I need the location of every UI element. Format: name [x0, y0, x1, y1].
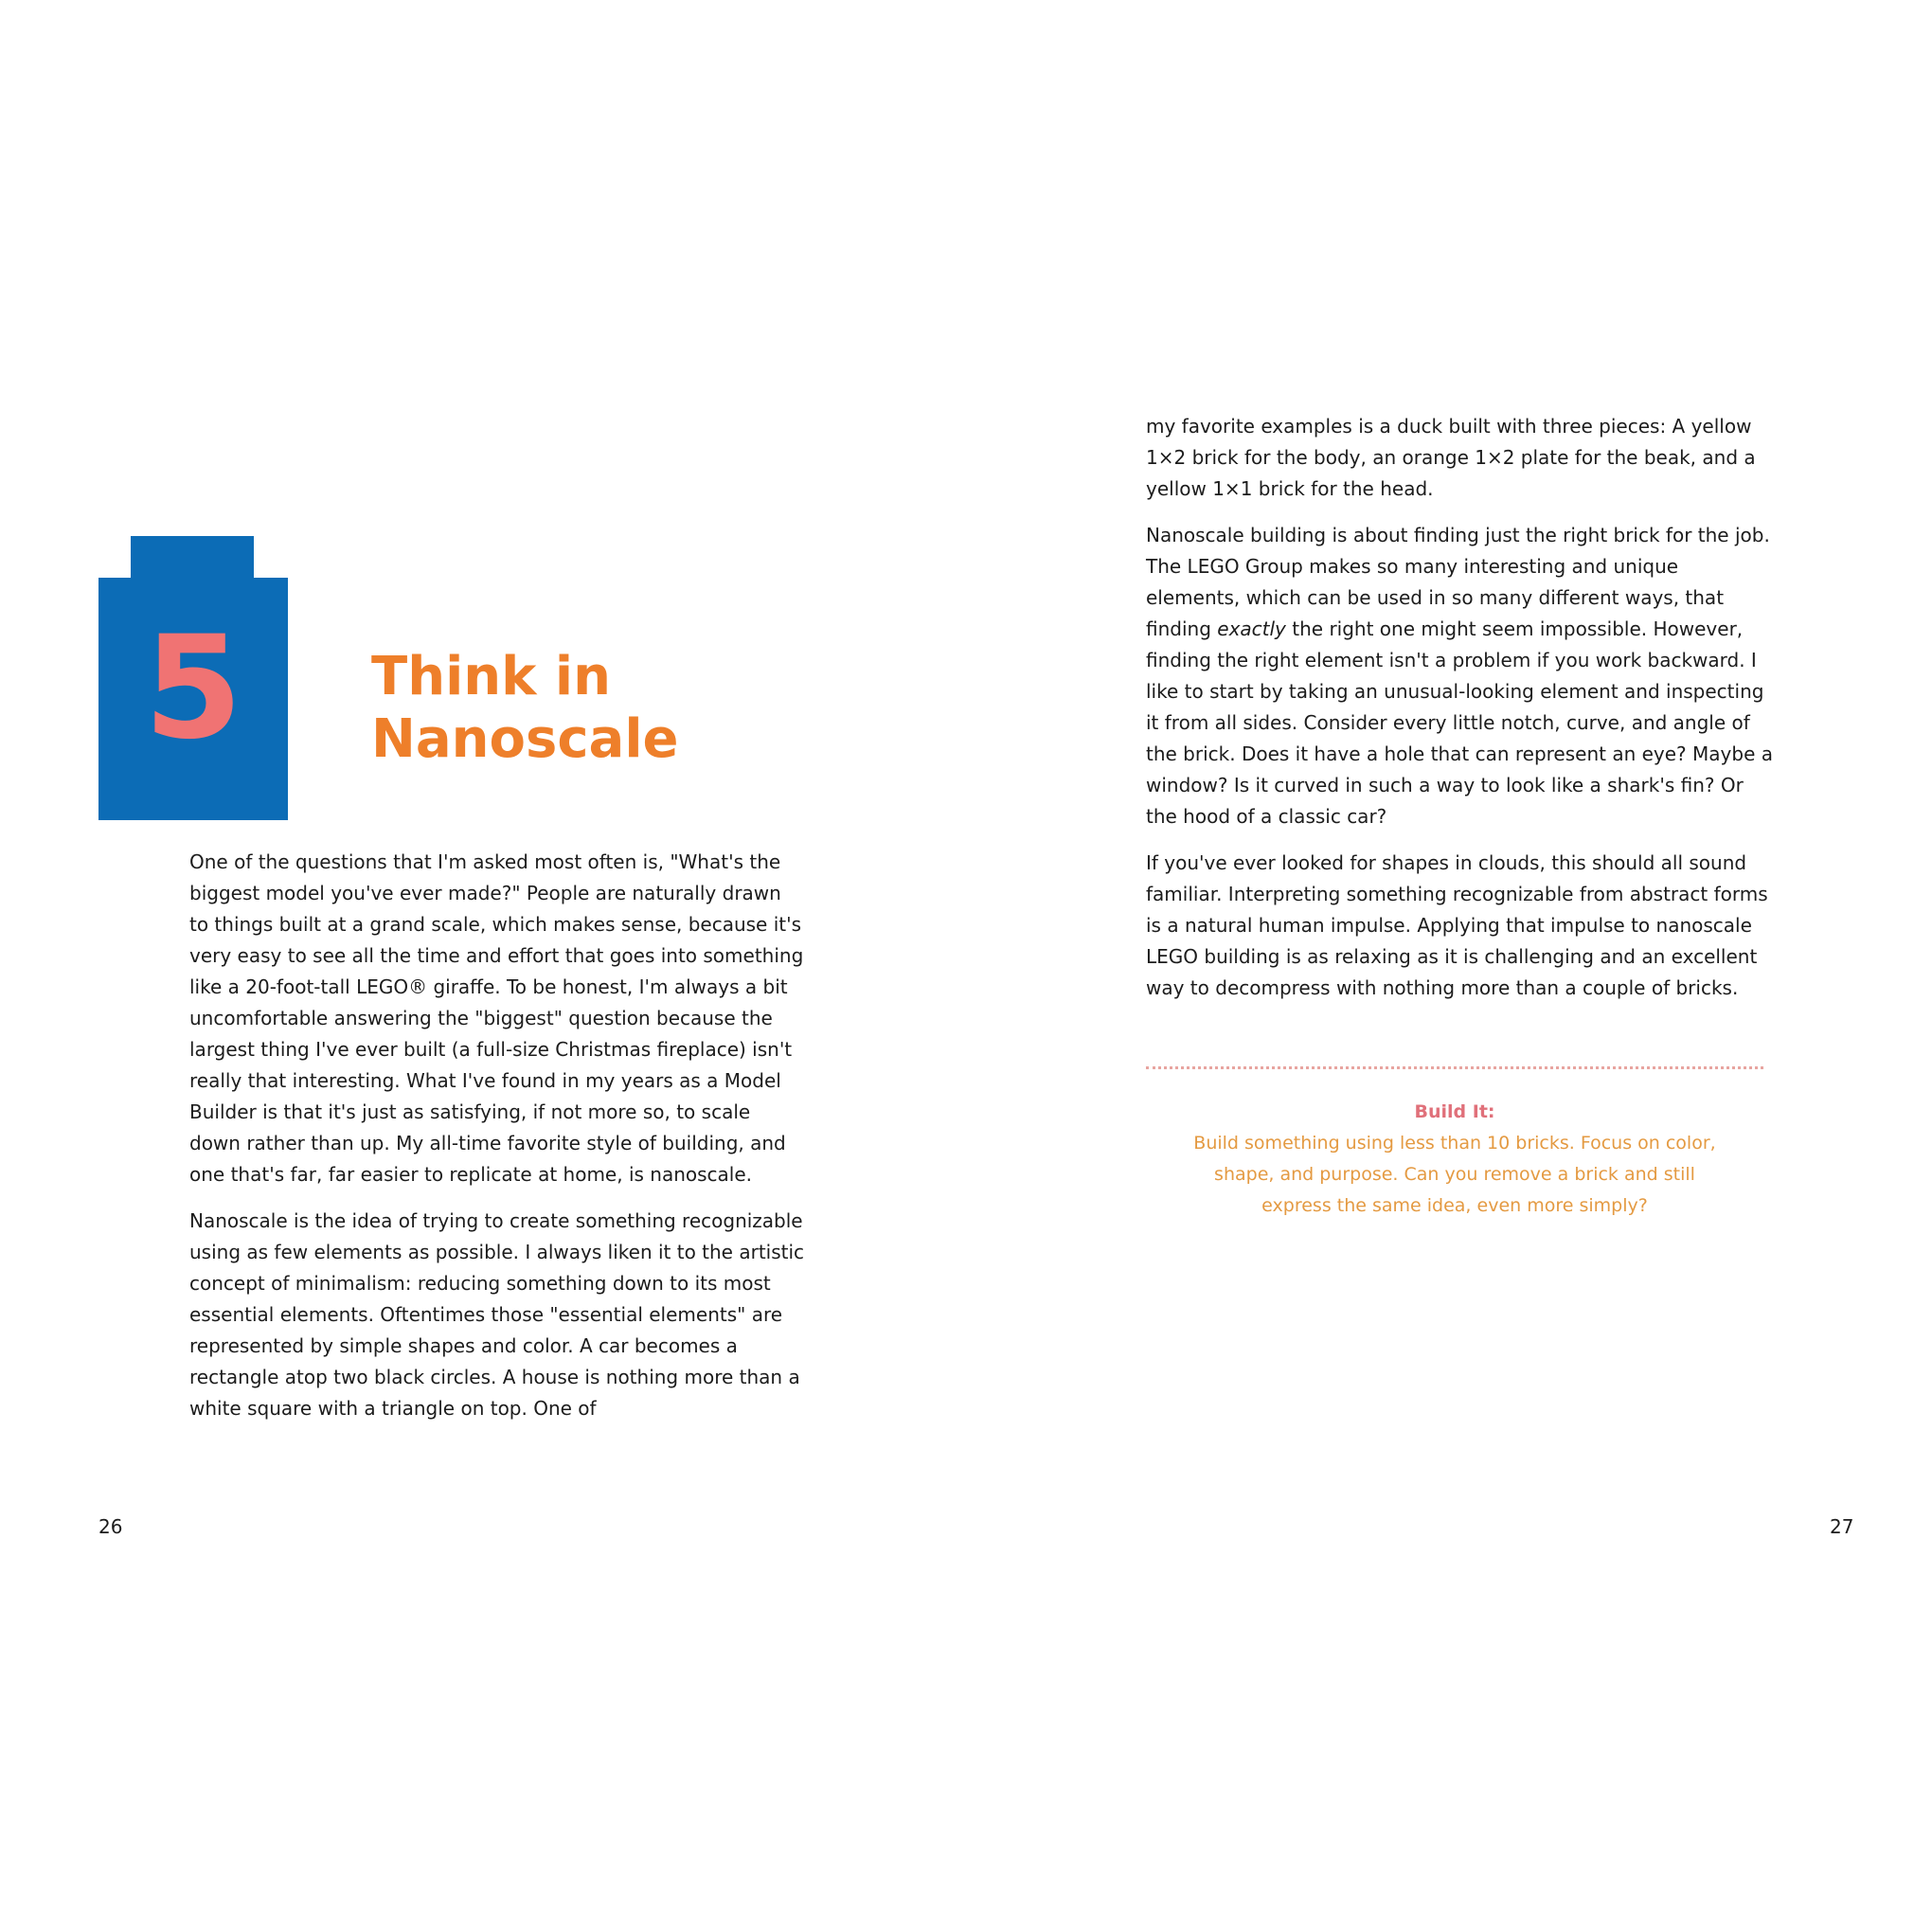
right-paragraph-2-emphasis: exactly	[1217, 617, 1286, 640]
chapter-brick-icon	[98, 536, 288, 820]
page-number-left: 26	[98, 1515, 123, 1538]
chapter-title-line-2: Nanoscale	[371, 708, 679, 770]
build-it-callout	[1146, 1097, 1763, 1222]
right-column	[1146, 411, 1776, 1019]
dotted-divider	[1146, 1066, 1763, 1069]
chapter-title-line-1: Think in	[371, 646, 611, 707]
left-paragraph-2: Nanoscale is the idea of trying to create something recognizable using as few elements as possible. I always liken it to the artistic concept of minimalism: reducing something down to its most essential elements. Oftentimes those "essential elements" are represented by simple shapes and color. A car becomes a rectangle atop two black circles. A house is nothing more than a white square with a triangle on top. One of	[189, 1209, 805, 1420]
chapter-number: 5	[143, 606, 243, 771]
page-number-right: 27	[1830, 1515, 1854, 1538]
right-paragraph-1: my favorite examples is a duck built with three pieces: A yellow 1×2 brick for the body, an orange 1×2 plate for the beak, and a yellow 1×1 brick for the head.	[1146, 415, 1756, 500]
brick-stud	[131, 536, 254, 580]
right-paragraph-2-start: Nanoscale building is about finding just the right brick for the job. The LEGO Group makes so many interesting and unique elements, which can be used in so many different ways, that finding	[1146, 524, 1770, 640]
build-it-text: Build something using less than 10 bricks. Focus on color, shape, and purpose. Can you remove a brick and still express the same idea, even more simply?	[1193, 1133, 1716, 1216]
right-paragraph-2	[1146, 520, 1776, 832]
left-paragraph-1: One of the questions that I'm asked most often is, "What's the biggest model you've ever made?" People are naturally drawn to things built at a grand scale, which makes sense, because it's very easy to see all the time and effort that goes into something like a 20-foot-tall LEGO® giraffe. To be honest, I'm always a bit uncomfortable answering the "biggest" question because the largest thing I've ever built (a full-size Christmas fireplace) isn't really that interesting. What I've found in my years as a Model Builder is that it's just as satisfying, if not more so, to scale down rather than up. My all-time favorite style of building, and one that's far, far easier to replicate at home, is nanoscale.	[189, 850, 804, 1186]
right-paragraph-2-end: the right one might seem impossible. However, finding the right element isn't a problem if you work backward. I like to start by taking an unusual-looking element and inspecting it from all sides. Consider every little notch, curve, and angle of the brick. Does it have a hole that can represent an eye? Maybe a window? Is it curved in such a way to look like a shark's fin? Or the hood of a classic car?	[1146, 617, 1773, 828]
left-column	[189, 847, 805, 1440]
build-it-heading: Build It:	[1414, 1101, 1495, 1122]
right-paragraph-3: If you've ever looked for shapes in clouds, this should all sound familiar. Interpreting something recognizable from abstract forms is a natural human impulse. Applying that impulse to nanoscale LEGO building is as relaxing as it is challenging and an excellent way to decompress with nothing more than a couple of bricks.	[1146, 851, 1768, 999]
chapter-title	[371, 646, 769, 771]
